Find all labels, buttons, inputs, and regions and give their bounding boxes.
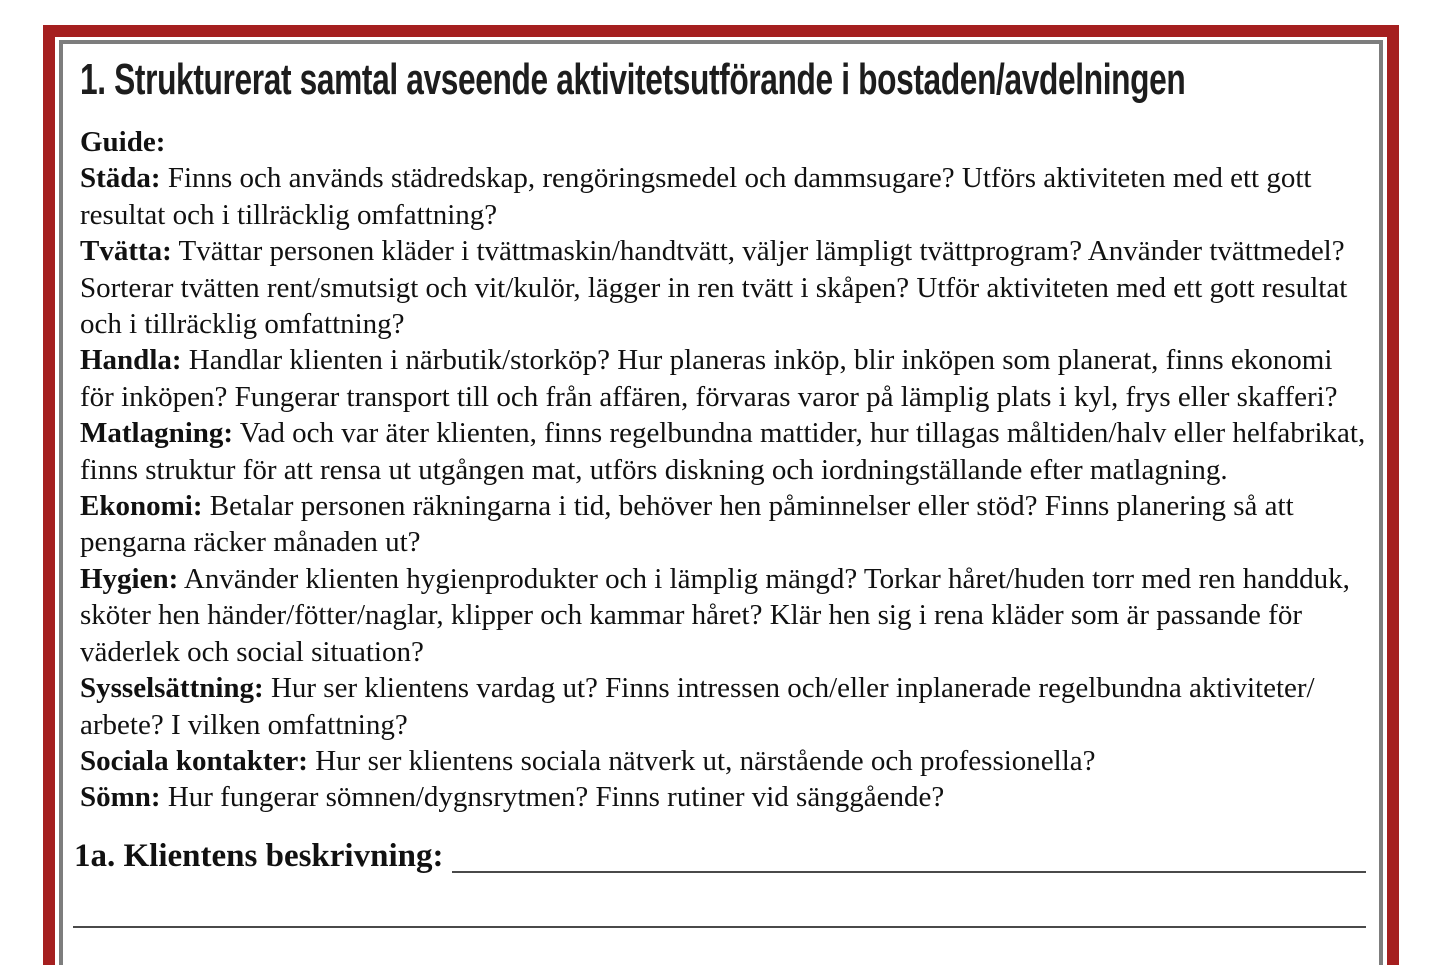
writing-line-2 bbox=[73, 926, 1366, 928]
client-description-label: 1a. Klientens beskrivning: bbox=[74, 838, 444, 874]
guide-line: Sysselsättning: Hur ser klientens vardag ut? Finns intressen och/eller inplanerade regelbundna aktiviteter/ bbox=[80, 672, 1315, 705]
guide-line: Hygien: Använder klienten hygienprodukter och i lämplig mängd? Torkar håret/huden torr med ren handduk, bbox=[80, 562, 1350, 595]
guide-line: Handla: Handlar klienten i närbutik/storköp? Hur planeras inköp, blir inköpen som planerat, finns ekonomi bbox=[80, 344, 1333, 377]
guide-line: för inköpen? Fungerar transport till och från affären, förvaras varor på lämplig plats i kyl, frys eller skafferi? bbox=[80, 380, 1338, 413]
guide-line: Sömn: Hur fungerar sömnen/dygnsrytmen? Finns rutiner vid sänggående? bbox=[80, 781, 945, 814]
guide-line: Guide: bbox=[80, 126, 166, 158]
guide-line: resultat och i tillräcklig omfattning? bbox=[80, 198, 498, 231]
guide-line: och i tillräcklig omfattning? bbox=[80, 308, 405, 341]
guide-line: Ekonomi: Betalar personen räkningarna i tid, behöver hen påminnelser eller stöd? Finns planering så att bbox=[80, 490, 1294, 523]
guide-line: arbete? I vilken omfattning? bbox=[80, 708, 408, 741]
guide-line: Städa: Finns och används städredskap, rengöringsmedel och dammsugare? Utförs aktiviteten med ett gott bbox=[80, 162, 1312, 195]
guide-line: Sociala kontakter: Hur ser klientens sociala nätverk ut, närstående och professionella? bbox=[80, 744, 1096, 777]
guide-line: pengarna räcker månaden ut? bbox=[80, 526, 421, 559]
guide-line: finns struktur för att rensa ut utgången mat, utförs diskning och iordningställande efter matlagning. bbox=[80, 453, 1228, 486]
guide-line: väderlek och social situation? bbox=[80, 635, 424, 668]
guide-section bbox=[80, 124, 1380, 816]
guide-line: sköter hen händer/fötter/naglar, klipper och kammar håret? Klär hen sig i rena kläder som är passande för bbox=[80, 599, 1302, 632]
guide-line: Tvätta: Tvättar personen kläder i tvättmaskin/handtvätt, väljer lämpligt tvättprogram? Använder tvättmedel? bbox=[80, 235, 1345, 268]
guide-line: Matlagning: Vad och var äter klienten, finns regelbundna mattider, hur tillagas måltiden/halv eller helfabrikat, bbox=[80, 417, 1366, 450]
writing-line-1 bbox=[452, 871, 1366, 873]
guide-line: Sorterar tvätten rent/smutsigt och vit/kulör, lägger in ren tvätt i skåpen? Utför aktiviteten med ett gott resultat bbox=[80, 271, 1348, 304]
section-title: 1. Strukturerat samtal avseende aktivitetsutförande i bostaden/avdelningen bbox=[80, 55, 1186, 104]
